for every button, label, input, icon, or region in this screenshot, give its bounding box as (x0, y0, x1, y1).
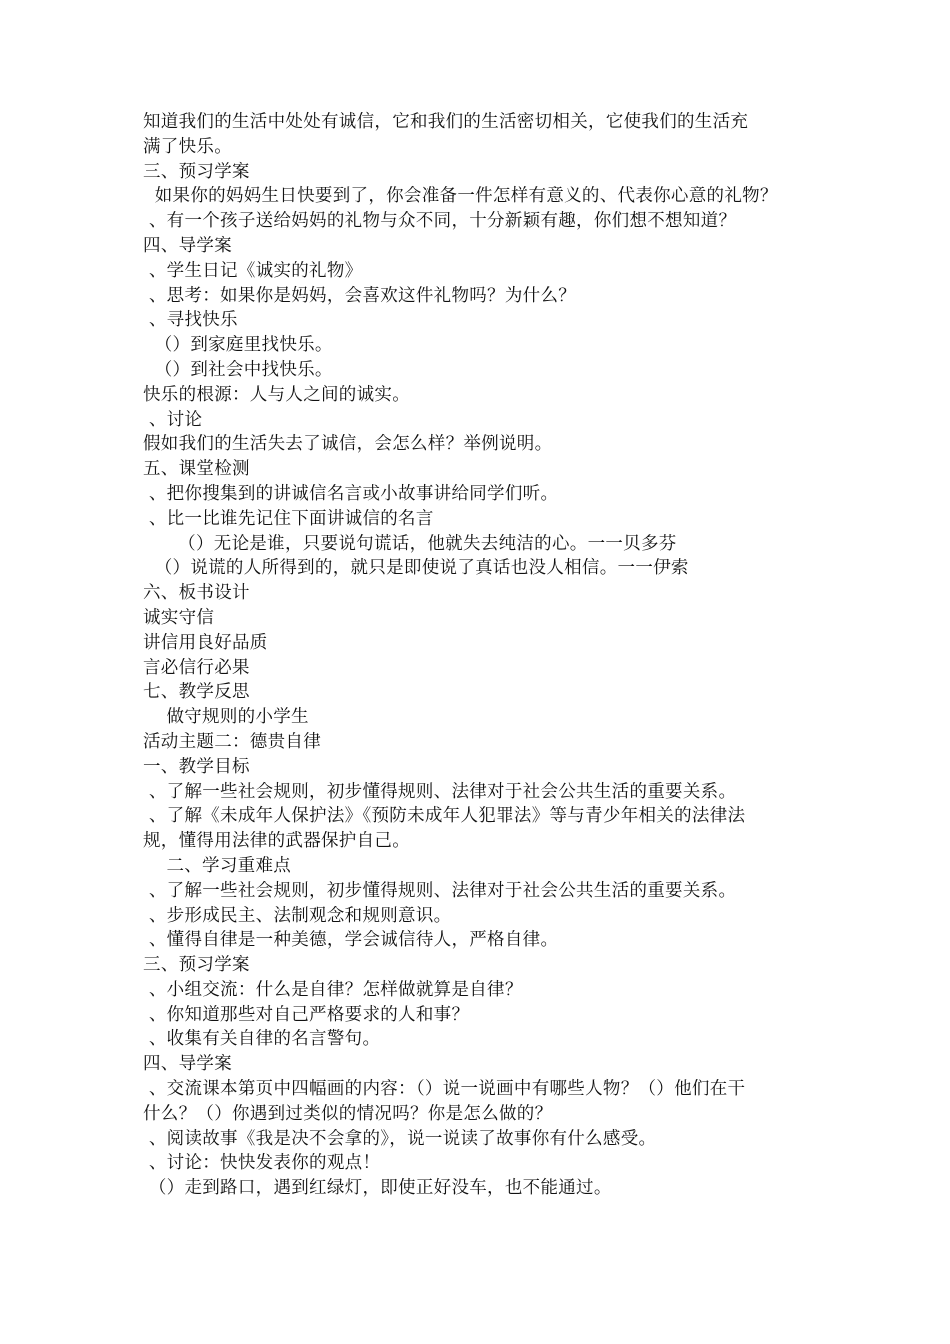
text-line: （）到社会中找快乐。 (143, 359, 333, 380)
text-line: （）无论是谁，只要说句谎话，他就失去纯洁的心。一一贝多芬 (143, 533, 677, 554)
text-line: （）说谎的人所得到的，就只是即使说了真话也没人相信。一一伊索 (143, 558, 689, 579)
text-line: 假如我们的生活失去了诚信，会怎么样？举例说明。 (143, 434, 553, 455)
text-line: 讲信用良好品质 (143, 632, 268, 653)
text-line: 、阅读故事《我是决不会拿的》，说一说读了故事你有什么感受。 (143, 1128, 657, 1149)
text-line: 快乐的根源：人与人之间的诚实。 (143, 384, 410, 405)
text-line: 、把你搜集到的讲诚信名言或小故事讲给同学们听。 (143, 483, 559, 504)
document-body (143, 110, 823, 1201)
text-line: 、你知道那些对自己严格要求的人和事？ (143, 1004, 470, 1025)
text-line: 、有一个孩子送给妈妈的礼物与众不同，十分新颖有趣，你们想不想知道？ (143, 211, 737, 232)
text-line: 满了快乐。 (143, 136, 232, 157)
section-heading: 一、教学目标 (143, 756, 250, 777)
text-line: 、思考：如果你是妈妈，会喜欢这件礼物吗？为什么？ (143, 285, 577, 306)
text-line: 知道我们的生活中处处有诚信，它和我们的生活密切相关，它使我们的生活充 (143, 112, 749, 132)
text-line: 规，懂得用法律的武器保护自己。 (143, 831, 410, 852)
section-heading: 五、课堂检测 (143, 459, 250, 480)
text-line: 、讨论 (143, 409, 203, 430)
text-line: 、收集有关自律的名言警句。 (143, 1029, 381, 1050)
section-heading: 六、板书设计 (143, 583, 250, 604)
text-line: 、了解《未成年人保护法》《预防未成年人犯罪法》等与青少年相关的法律法 (143, 806, 746, 827)
text-line: 、懂得自律是一种美德，学会诚信待人，严格自律。 (143, 930, 559, 951)
section-heading: 七、教学反思 (143, 682, 250, 703)
text-line: 、比一比谁先记住下面讲诚信的名言 (143, 508, 434, 529)
text-line: 言必信行必果 (143, 657, 250, 678)
text-line: 、了解一些社会规则，初步懂得规则、法律对于社会公共生活的重要关系。 (143, 781, 737, 802)
text-line: 、小组交流：什么是自律？怎样做就算是自律？ (143, 979, 523, 1000)
text-line: 、学生日记《诚实的礼物》 (143, 260, 363, 281)
text-line: 、讨论：快快发表你的观点！ (143, 1153, 381, 1174)
text-line: 做守规则的小学生 (143, 707, 309, 728)
text-line: 、寻找快乐 (143, 310, 238, 331)
text-line: （）到家庭里找快乐。 (143, 335, 333, 356)
text-line: 活动主题二：德贵自律 (143, 731, 321, 752)
text-line: 什么？（）你遇到过类似的情况吗？你是怎么做的？ (143, 1103, 553, 1124)
section-heading: 三、预习学案 (143, 955, 250, 976)
section-heading: 三、预习学案 (143, 161, 250, 182)
section-heading: 四、导学案 (143, 235, 232, 256)
text-line: 诚实守信 (143, 607, 215, 628)
section-heading: 四、导学案 (143, 1054, 232, 1075)
text-line: 如果你的妈妈生日快要到了，你会准备一件怎样有意义的、代表你心意的礼物？ (143, 186, 778, 207)
text-line: 、交流课本第页中四幅画的内容：（）说一说画中有哪些人物？（）他们在干 (143, 1079, 746, 1100)
text-line: 、步形成民主、法制观念和规则意识。 (143, 905, 452, 926)
text-line: （）走到路口，遇到红绿灯，即使正好没车，也不能通过。 (143, 1178, 612, 1199)
text-line: 、了解一些社会规则，初步懂得规则、法律对于社会公共生活的重要关系。 (143, 880, 737, 901)
section-heading: 二、学习重难点 (143, 855, 292, 876)
